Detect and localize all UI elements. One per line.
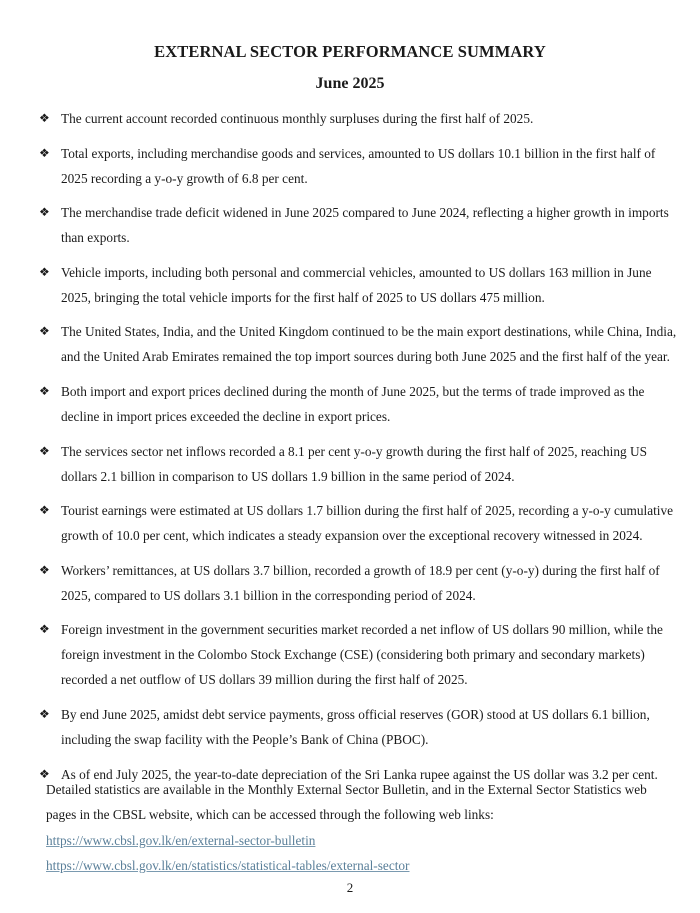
page-subtitle: June 2025: [315, 75, 385, 92]
list-item: [39, 319, 679, 369]
bullet-text: The services sector net inflows recorded a 8.1 per cent y-o-y growth during the first half of 2025, reaching US dollars 2.1 billion in comparison to US dollars 1.9 billion in the same period of 2024.: [61, 443, 647, 484]
page-number: 2: [346, 880, 354, 895]
list-item: [39, 617, 679, 692]
diamond-bullet-icon: ❖: [39, 205, 50, 220]
list-item: [39, 498, 679, 548]
bullet-text: The United States, India, and the United Kingdom continued to be the main export destinations, while China, India, and the United Arab Emirates remained the top import sources during both June 2025 and the first half of the year.: [61, 324, 677, 365]
diamond-bullet-icon: ❖: [39, 264, 50, 279]
diamond-bullet-icon: ❖: [39, 324, 50, 339]
bullet-text: The current account recorded continuous monthly surpluses during the first half of 2025.: [61, 111, 534, 126]
footer-note: Detailed statistics are available in the Monthly External Sector Bulletin, and in the External Sector Statistics web pages in the CBSL website, which can be accessed through the following web links:: [46, 782, 647, 822]
bullet-text: Vehicle imports, including both personal and commercial vehicles, amounted to US dollars 163 million in June 2025, bringing the total vehicle imports for the first half of 2025 to US dollars 475 million.: [61, 264, 652, 305]
list-item: [39, 141, 679, 191]
diamond-bullet-icon: ❖: [39, 562, 50, 577]
summary-bullet-list: [39, 106, 679, 796]
bullet-text: By end June 2025, amidst debt service payments, gross official reserves (GOR) stood at US dollars 6.1 billion, including the swap facility with the People’s Bank of China (PBOC).: [61, 706, 650, 747]
diamond-bullet-icon: ❖: [39, 766, 50, 781]
list-item: [39, 260, 679, 310]
diamond-bullet-icon: ❖: [39, 145, 50, 160]
diamond-bullet-icon: ❖: [39, 383, 50, 398]
list-item: [39, 200, 679, 250]
external-sector-bulletin-link[interactable]: https://www.cbsl.gov.lk/en/external-sector-bulletin: [46, 833, 316, 848]
diamond-bullet-icon: ❖: [39, 443, 50, 458]
bullet-text: Total exports, including merchandise goods and services, amounted to US dollars 10.1 billion in the first half of 2025 recording a y-o-y growth of 6.8 per cent.: [61, 145, 656, 186]
list-item: [39, 439, 679, 489]
page-title: EXTERNAL SECTOR PERFORMANCE SUMMARY: [154, 42, 546, 61]
diamond-bullet-icon: ❖: [39, 503, 50, 518]
list-item: [39, 702, 679, 752]
diamond-bullet-icon: ❖: [39, 111, 50, 125]
statistical-tables-link[interactable]: https://www.cbsl.gov.lk/en/statistics/statistical-tables/external-sector: [46, 858, 410, 873]
list-item: [39, 106, 679, 131]
bullet-text: As of end July 2025, the year-to-date depreciation of the Sri Lanka rupee against the US dollar was 3.2 per cent.: [61, 766, 658, 782]
list-item: [39, 379, 679, 429]
bullet-text: Both import and export prices declined during the month of June 2025, but the terms of trade improved as the decline in import prices exceeded the decline in export prices.: [61, 383, 645, 424]
bullet-text: The merchandise trade deficit widened in June 2025 compared to June 2024, reflecting a higher growth in imports than exports.: [61, 205, 669, 246]
diamond-bullet-icon: ❖: [39, 706, 50, 721]
bullet-text: Workers’ remittances, at US dollars 3.7 billion, recorded a growth of 18.9 per cent (y-o-y) during the first half of 2025, compared to US dollars 3.1 billion in the corresponding period of 2024.: [61, 562, 660, 603]
bullet-text: Foreign investment in the government securities market recorded a net inflow of US dollars 90 million, while the foreign investment in the Colombo Stock Exchange (CSE) (considering both primary and secondary markets) recorded a net outflow of US dollars 39 million during the first half of 2025.: [61, 622, 663, 688]
list-item: [39, 558, 679, 608]
bullet-text: Tourist earnings were estimated at US dollars 1.7 billion during the first half of 2025, recording a y-o-y cumulative growth of 10.0 per cent, which indicates a steady expansion over the exceptional recovery witnessed in 2024.: [61, 503, 674, 544]
diamond-bullet-icon: ❖: [39, 622, 50, 637]
